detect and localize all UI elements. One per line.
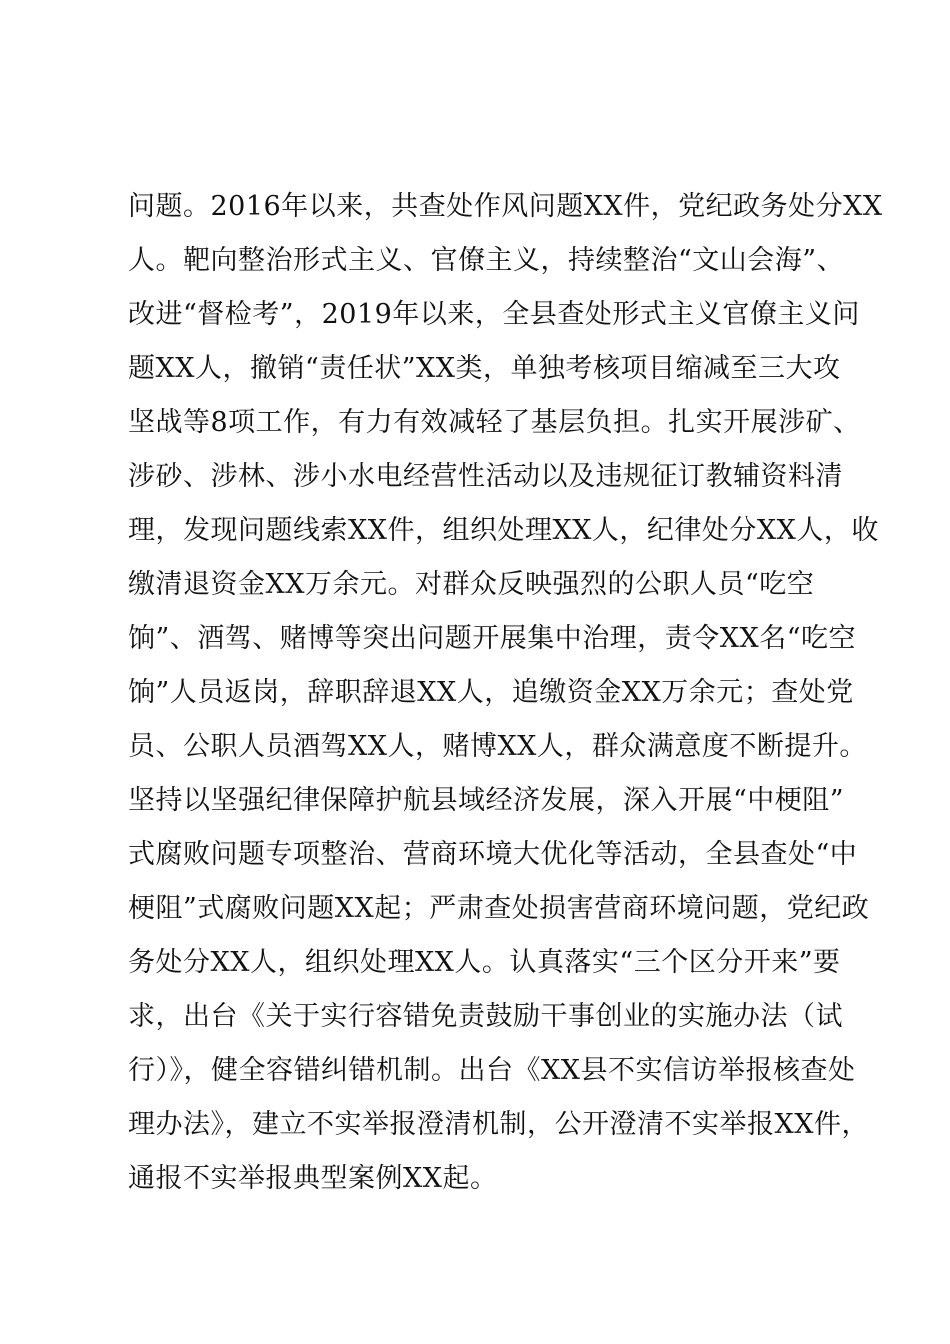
text-line: 行）》，健全容错纠错机制。出台《XX县不实信访举报核查处: [128, 1055, 856, 1086]
text-line: 务处分XX人，组织处理XX人。认真落实“三个区分开来”要: [128, 947, 841, 978]
text-line: 理办法》，建立不实举报澄清机制，公开澄清不实举报XX件，: [128, 1109, 869, 1140]
text-line: 饷”、酒驾、赌博等突出问题开展集中治理，责令XX名“吃空: [128, 623, 857, 654]
text-line: 式腐败问题专项整治、营商环境大优化等活动，全县查处“中: [128, 839, 858, 870]
text-line: 饷”人员返岗，辞职辞退XX人，追缴资金XX万余元；查处党: [128, 677, 854, 708]
body-paragraph: [128, 180, 883, 1206]
text-line: 通报不实举报典型案例XX起。: [128, 1163, 498, 1194]
text-line: 员、公职人员酒驾XX人，赌博XX人，群众满意度不断提升。: [128, 731, 867, 762]
text-line: 理，发现问题线索XX件，组织处理XX人，纪律处分XX人，收: [128, 515, 879, 546]
text-line: 题XX人，撤销“责任状”XX类，单独考核项目缩减至三大攻: [128, 353, 841, 384]
text-line: 坚持以坚强纪律保障护航县域经济发展，深入开展“中梗阻”: [128, 785, 845, 816]
text-line: 人。靶向整治形式主义、官僚主义，持续整治“文山会海”、: [128, 245, 845, 276]
text-line: 求，出台《关于实行容错免责鼓励干事创业的实施办法（试: [128, 1001, 843, 1032]
text-line: 缴清退资金XX万余元。对群众反映强烈的公职人员“吃空: [128, 569, 815, 600]
text-line: 改进“督检考”，2019年以来，全县查处形式主义官僚主义问: [128, 299, 860, 330]
text-line: 梗阻”式腐败问题XX起；严肃查处损害营商环境问题，党纪政: [128, 893, 870, 924]
text-line: 坚战等8项工作，有力有效减轻了基层负担。扎实开展涉矿、: [128, 407, 861, 438]
text-line: 问题。2016年以来，共查处作风问题XX件，党纪政务处分XX: [128, 191, 883, 222]
text-line: 涉砂、涉林、涉小水电经营性活动以及违规征订教辅资料清: [128, 461, 843, 492]
